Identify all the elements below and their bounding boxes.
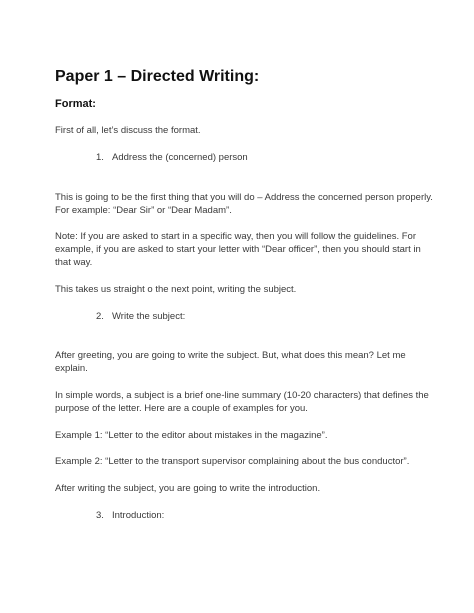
list-text: Address the (concerned) person — [112, 152, 248, 163]
page-title: Paper 1 – Directed Writing: — [55, 68, 260, 85]
paragraph-definition: In simple words, a subject is a brief one-line summary (10-20 characters) that defines the purpose of the letter. Here are a couple of examples for you. — [55, 390, 429, 414]
paragraph-example-2: Example 2: “Letter to the transport supervisor complaining about the bus conductor”. — [55, 456, 410, 467]
paragraph-intro: First of all, let’s discuss the format. — [55, 125, 201, 136]
paragraph-after-subject: After writing the subject, you are going to write the introduction. — [55, 483, 321, 494]
list-text: Write the subject: — [112, 311, 186, 322]
list-item-2 — [96, 310, 185, 323]
paragraph-greeting: After greeting, you are going to write the subject. But, what does this mean? Let me explain. — [55, 350, 406, 374]
paragraph-example-1: Example 1: “Letter to the editor about mistakes in the magazine”. — [55, 430, 328, 441]
list-number: 3. — [96, 510, 104, 521]
list-number: 2. — [96, 311, 104, 322]
paragraph-address: This is going to be the first thing that you will do – Address the concerned person properly. For example: “Dear Sir” or “Dear Madam”. — [55, 192, 433, 216]
list-text: Introduction: — [112, 510, 165, 521]
paragraph-note: Note: If you are asked to start in a specific way, then you will follow the guidelines. For example, if you are asked to start your letter with “Dear officer”, then you should start in that way. — [55, 231, 421, 268]
list-number: 1. — [96, 152, 104, 163]
paragraph-transition: This takes us straight o the next point, writing the subject. — [55, 284, 297, 295]
list-item-3 — [96, 509, 164, 522]
list-item-1 — [96, 151, 248, 164]
format-heading: Format: — [55, 98, 96, 110]
